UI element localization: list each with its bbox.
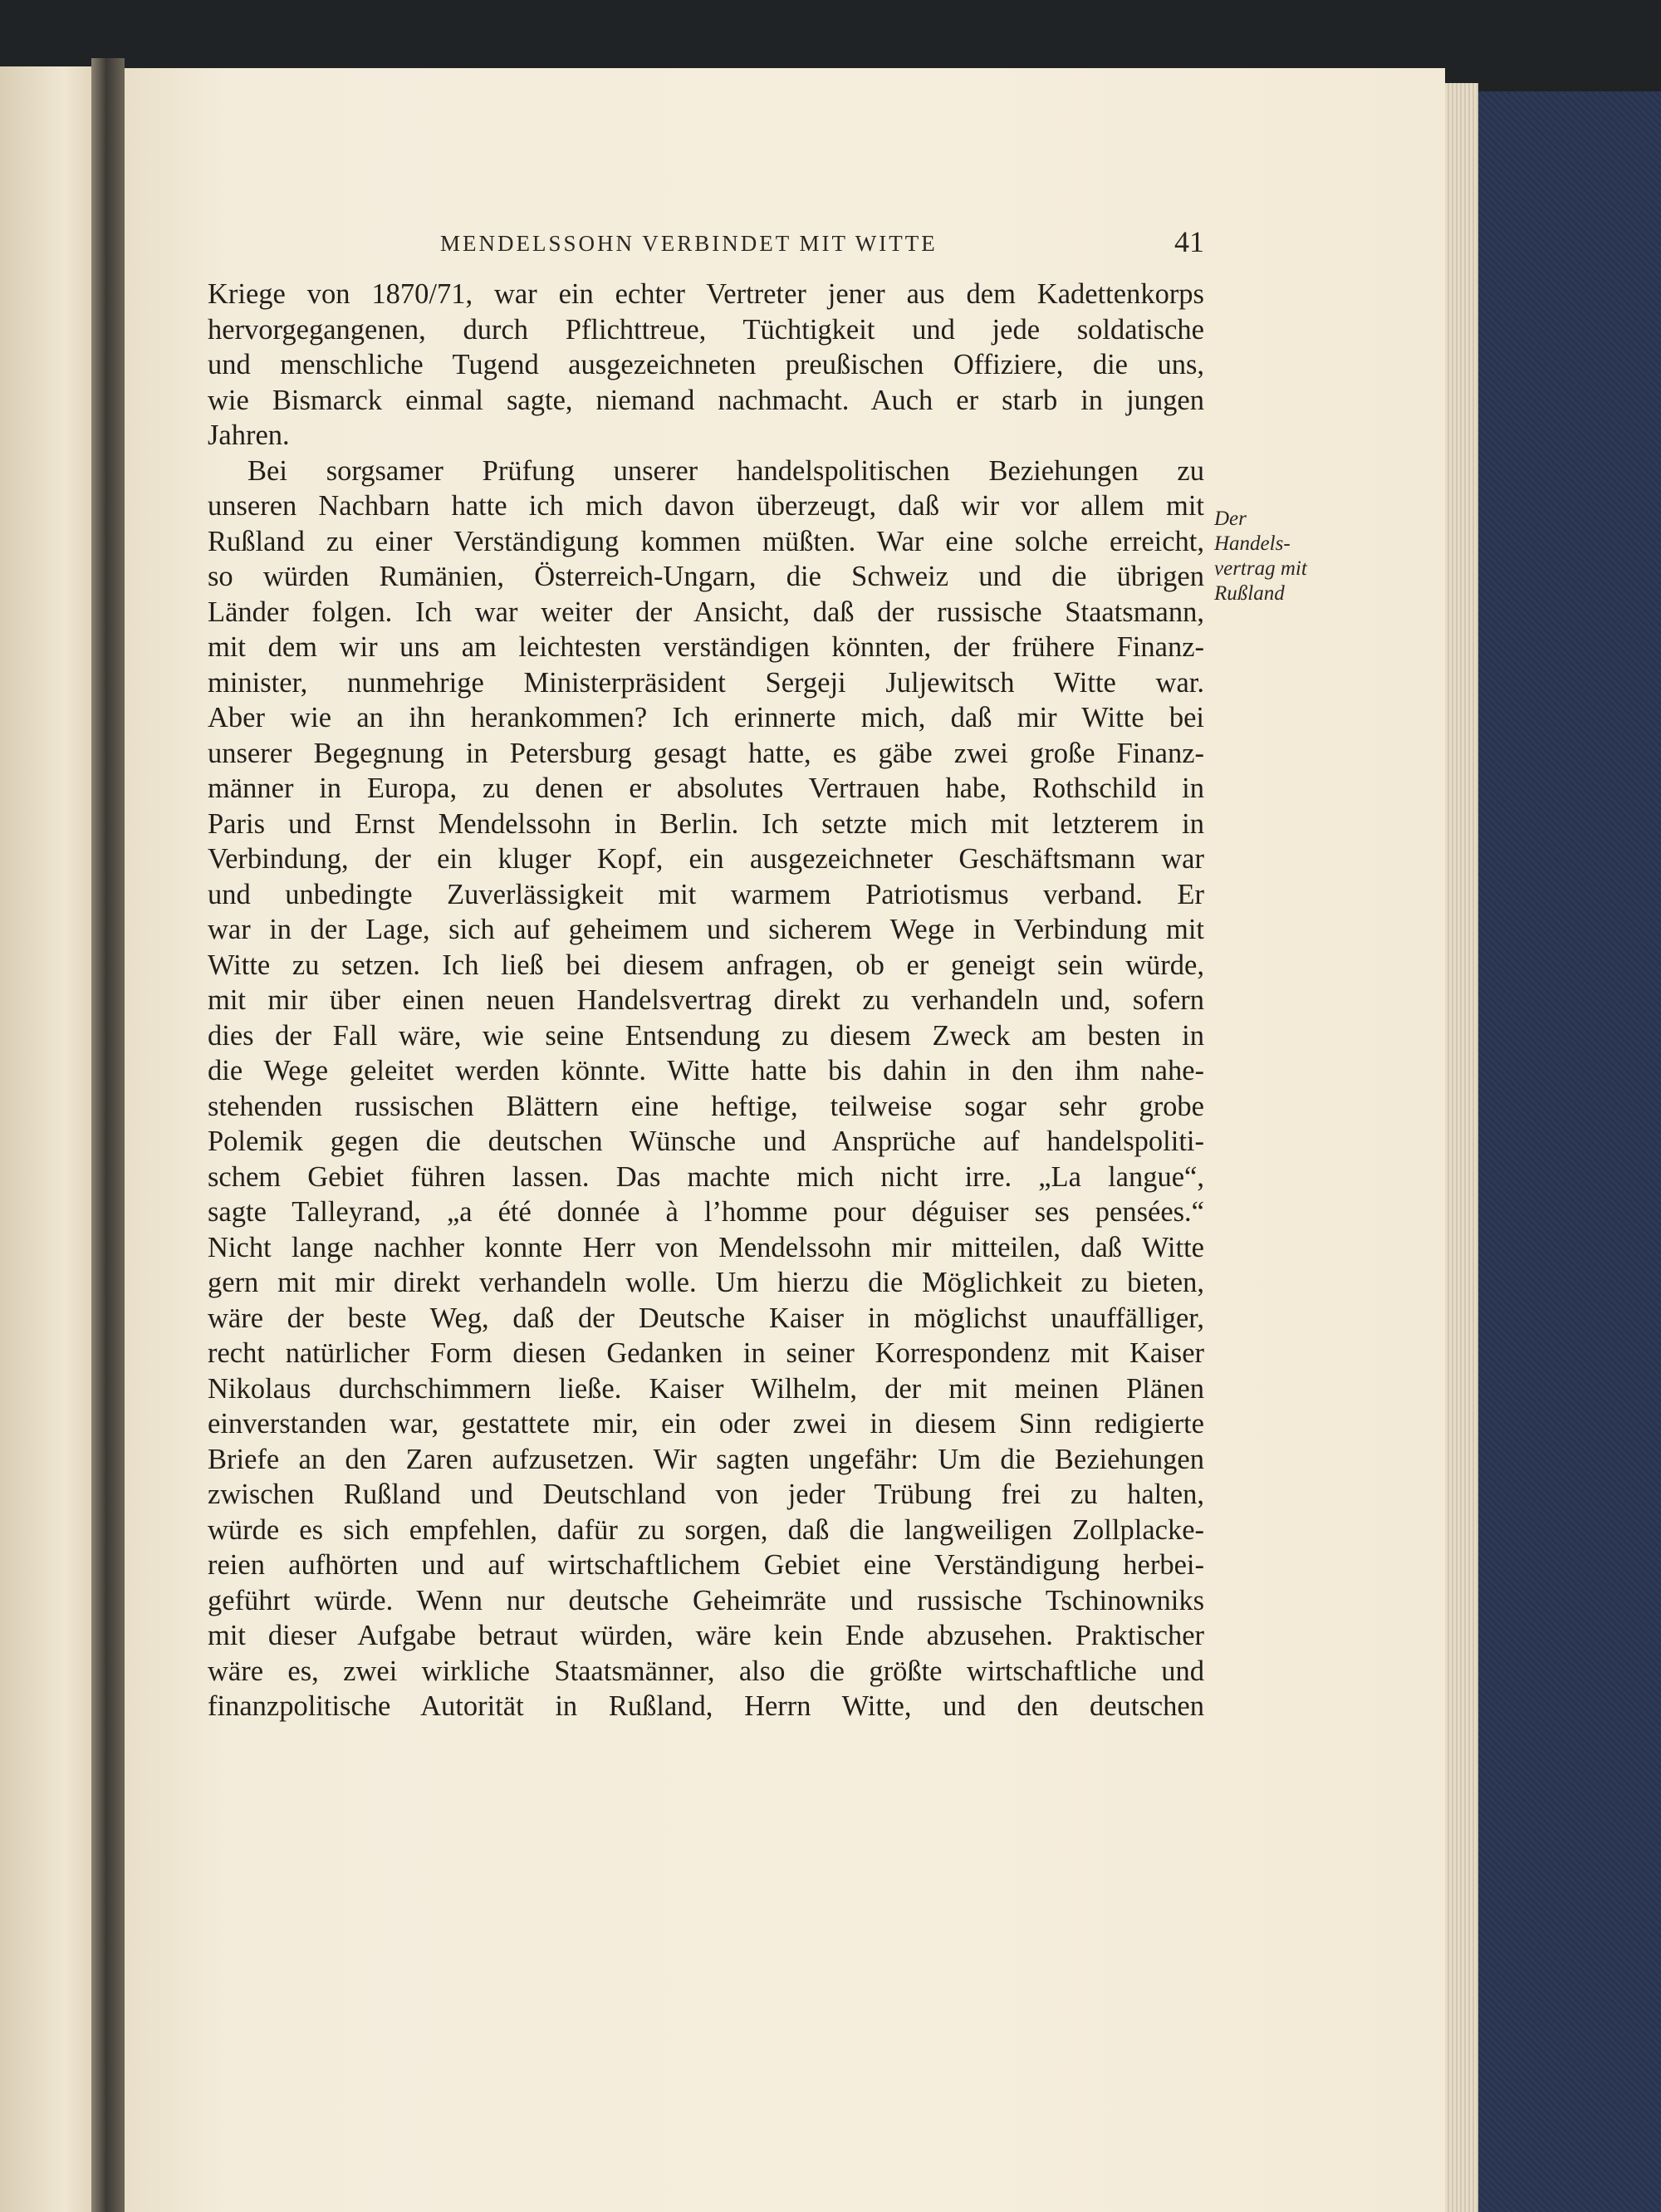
text-line: die Wege geleitet werden könnte. Witte hatte bis dahin in den ihm nahe- <box>208 1055 1204 1086</box>
text-line: Nicht lange nachher konnte Herr von Mendelssohn mir mitteilen, daß Witte <box>208 1231 1204 1263</box>
left-page-edge <box>0 66 91 2212</box>
text-line: wäre es, zwei wirkliche Staatsmänner, also die größte wirtschaftliche und <box>208 1655 1204 1687</box>
text-line: Jahren. <box>208 419 290 451</box>
body-text <box>208 277 1204 1724</box>
text-line: minister, nunmehrige Ministerpräsident Sergeji Juljewitsch Witte war. <box>208 666 1204 699</box>
text-line: Polemik gegen die deutschen Wünsche und Ansprüche auf handelspoliti- <box>208 1126 1204 1157</box>
book-gutter <box>91 58 125 2212</box>
marginal-note <box>1214 507 1347 606</box>
text-line: schem Gebiet führen lassen. Das machte mich nicht irre. „La langue“, <box>208 1160 1204 1193</box>
text-line: mit mir über einen neuen Handelsvertrag direkt zu verhandeln und, sofern <box>208 984 1204 1016</box>
text-line: mit dem wir uns am leichtesten verständigen könnten, der frühere Finanz- <box>208 631 1204 663</box>
text-line: wäre der beste Weg, daß der Deutsche Kaiser in möglichst unauffälliger, <box>208 1302 1204 1334</box>
text-line: Verbindung, der ein kluger Kopf, ein ausgezeichneter Geschäftsmann war <box>208 843 1204 875</box>
text-line: gern mit mir direkt verhandeln wolle. Um hierzu die Möglichkeit zu bieten, <box>208 1267 1204 1298</box>
text-line: und menschliche Tugend ausgezeichneten preußischen Offiziere, die uns, <box>208 349 1204 380</box>
text-line: Rußland zu einer Verständigung kommen müßten. War eine solche erreicht, <box>208 525 1204 557</box>
marginal-note-line: Der <box>1214 508 1247 530</box>
text-line: finanzpolitische Autorität in Rußland, Herrn Witte, und den deutschen <box>208 1690 1204 1722</box>
text-line: hervorgegangenen, durch Pflichttreue, Tüchtigkeit und jede soldatische <box>208 313 1204 346</box>
text-line: unseren Nachbarn hatte ich mich davon überzeugt, daß wir vor allem mit <box>208 490 1204 522</box>
text-line: mit dieser Aufgabe betraut würden, wäre kein Ende abzusehen. Praktischer <box>208 1620 1204 1651</box>
text-line: reien aufhörten und auf wirtschaftlichem Gebiet eine Verständigung herbei- <box>208 1549 1204 1581</box>
text-line: Paris und Ernst Mendelssohn in Berlin. Ich setzte mich mit letzterem in <box>208 807 1204 840</box>
text-line: war in der Lage, sich auf geheimem und sicherem Wege in Verbindung mit <box>208 914 1204 945</box>
text-line: geführt würde. Wenn nur deutsche Geheimräte und russische Tschinowniks <box>208 1584 1204 1616</box>
text-line: Bei sorgsamer Prüfung unserer handelspolitischen Beziehungen zu <box>247 454 1204 487</box>
text-line: unserer Begegnung in Petersburg gesagt hatte, es gäbe zwei große Finanz- <box>208 737 1204 769</box>
page-number: 41 <box>1174 225 1204 258</box>
text-line: wie Bismarck einmal sagte, niemand nachmacht. Auch er starb in jungen <box>208 384 1204 416</box>
text-line: Kriege von 1870/71, war ein echter Vertreter jener aus dem Kadettenkorps <box>208 278 1204 310</box>
text-line: Witte zu setzen. Ich ließ bei diesem anfragen, ob er geneigt sein würde, <box>208 949 1204 981</box>
text-line: Briefe an den Zaren aufzusetzen. Wir sagten ungefähr: Um die Beziehungen <box>208 1443 1204 1475</box>
text-line: stehenden russischen Blättern eine heftige, teilweise sogar sehr grobe <box>208 1090 1204 1122</box>
text-line: und unbedingte Zuverlässigkeit mit warmem Patriotismus verband. Er <box>208 878 1204 910</box>
page-edges <box>1445 83 1478 2212</box>
marginal-note-line: Handels- <box>1214 532 1291 555</box>
text-line: Aber wie an ihn herankommen? Ich erinnerte mich, daß mir Witte bei <box>208 702 1204 733</box>
text-line: würde es sich empfehlen, dafür zu sorgen, daß die langweiligen Zollplacke- <box>208 1513 1204 1546</box>
text-line: recht natürlicher Form diesen Gedanken in seiner Korrespondenz mit Kaiser <box>208 1337 1204 1369</box>
book-cover <box>1478 91 1661 2212</box>
text-line: Länder folgen. Ich war weiter der Ansicht, daß der russische Staatsmann, <box>208 596 1204 628</box>
text-line: zwischen Rußland und Deutschland von jeder Trübung frei zu halten, <box>208 1479 1204 1510</box>
text-line: Nikolaus durchschimmern ließe. Kaiser Wilhelm, der mit meinen Plänen <box>208 1372 1204 1405</box>
marginal-note-line: Rußland <box>1214 582 1285 605</box>
text-line: sagte Talleyrand, „a été donnée à l’homme pour déguiser ses pensées.“ <box>208 1196 1204 1228</box>
text-line: einverstanden war, gestattete mir, ein oder zwei in diesem Sinn redigierte <box>208 1408 1204 1440</box>
marginal-note-line: vertrag mit <box>1214 557 1307 580</box>
running-head <box>208 224 1204 266</box>
running-title: MENDELSSOHN VERBINDET MIT WITTE <box>440 231 938 256</box>
text-line: männer in Europa, zu denen er absolutes Vertrauen habe, Rothschild in <box>208 772 1204 804</box>
text-line: so würden Rumänien, Österreich-Ungarn, die Schweiz und die übrigen <box>208 561 1204 592</box>
text-line: dies der Fall wäre, wie seine Entsendung zu diesem Zweck am besten in <box>208 1019 1204 1052</box>
